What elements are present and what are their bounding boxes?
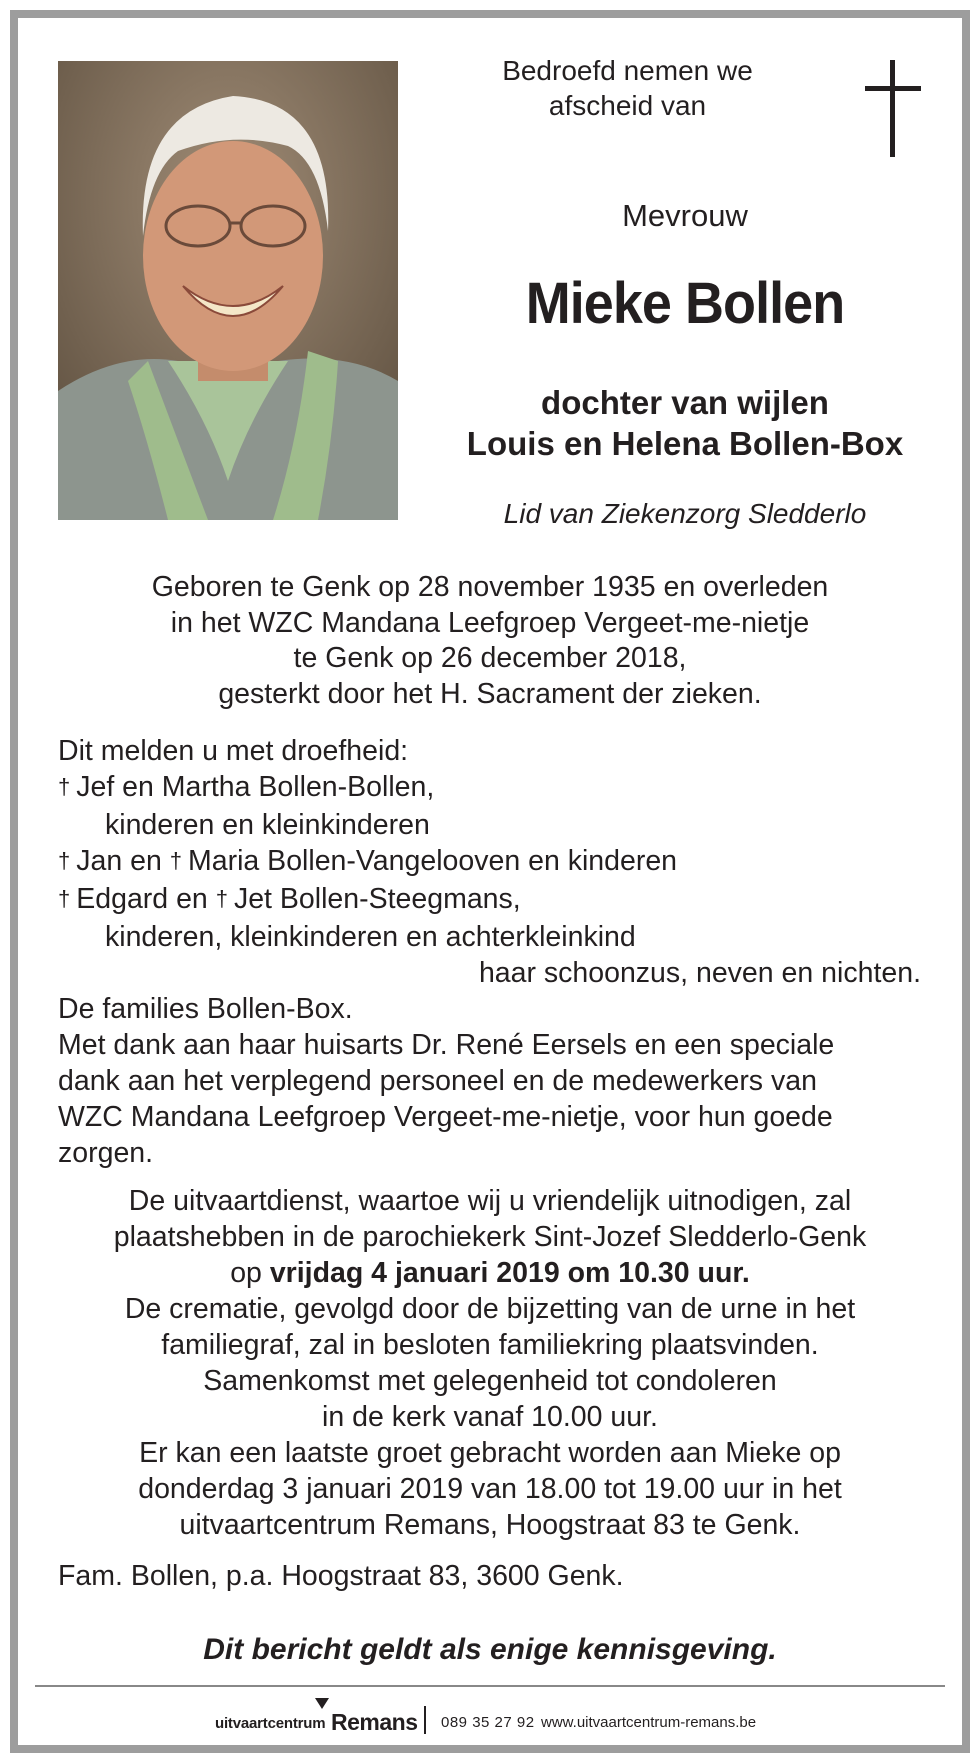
family-text: Jan en [76, 845, 170, 877]
family-line: kinderen en kleinkinderen [105, 809, 430, 841]
details-line: gesterkt door het H. Sacrament der zieken. [218, 677, 762, 710]
intro-line: Bedroefd nemen we [502, 55, 753, 86]
details-line: Geboren te Genk op 28 november 1935 en overleden [151, 571, 829, 603]
intro-text [390, 53, 865, 123]
family-line: De families Bollen-Box. [58, 993, 353, 1025]
service-line: uitvaartcentrum Remans, Hoogstraat 83 te Genk. [179, 1509, 801, 1541]
footer-divider [35, 1685, 945, 1687]
family-announcement [58, 733, 938, 1171]
parents [420, 382, 950, 464]
cross-symbol: † [58, 774, 71, 799]
service-line: De crematie, gevolgd door de bijzetting van de urne in het [124, 1293, 856, 1325]
intro-line: afscheid van [548, 90, 707, 121]
family-line: haar schoonzus, neven en nichten. [478, 957, 921, 989]
service-text: op [230, 1257, 270, 1289]
family-text: Maria Bollen-Vangelooven en kinderen [188, 845, 678, 877]
family-text: Jef en Martha Bollen-Bollen, [76, 771, 435, 803]
service-line: Er kan een laatste groet gebracht worden aan Mieke op [139, 1437, 841, 1469]
portrait-photo [58, 61, 398, 520]
service-line: De uitvaartdienst, waartoe wij u vriendelijk uitnodigen, zal [128, 1185, 852, 1217]
cross-symbol: † [169, 848, 182, 873]
family-address: Fam. Bollen, p.a. Hoogstraat 83, 3600 Genk. [58, 1560, 624, 1592]
service-date: vrijdag 4 januari 2019 om 10.30 uur. [269, 1257, 750, 1289]
service-line: plaatshebben in de parochiekerk Sint-Jozef Sledderlo-Genk [113, 1221, 867, 1253]
cross-icon [863, 60, 923, 160]
thanks-line: WZC Mandana Leefgroep Vergeet-me-nietje, voor hun goede [58, 1101, 833, 1133]
family-line [58, 769, 938, 807]
service-line: donderdag 3 januari 2019 van 18.00 tot 19.00 uur in het [138, 1473, 842, 1505]
details-line: in het WZC Mandana Leefgroep Vergeet-me-nietje [170, 606, 810, 639]
cross-symbol: † [215, 886, 228, 911]
family-text: Edgard en [76, 883, 216, 915]
family-line [58, 843, 938, 881]
brand-name: Remans [331, 1709, 418, 1735]
funeral-home-footer [0, 1700, 980, 1740]
service-line: Samenkomst met gelegenheid tot condoleren [203, 1365, 777, 1397]
family-line [58, 881, 938, 919]
family-line: kinderen, kleinkinderen en achterkleinkind [105, 921, 636, 953]
service-line [40, 1255, 940, 1291]
thanks-line: zorgen. [58, 1137, 154, 1169]
deceased-name: Mieke Bollen [525, 271, 845, 336]
logo-triangle-icon [315, 1698, 329, 1709]
website-link[interactable]: www.uitvaartcentrum-remans.be [541, 1714, 757, 1731]
footer-separator [424, 1706, 426, 1734]
cross-symbol: † [58, 848, 71, 873]
thanks-line: Met dank aan haar huisarts Dr. René Eersels en een speciale [58, 1029, 835, 1061]
details-line: te Genk op 26 december 2018, [293, 642, 687, 674]
service-line: in de kerk vanaf 10.00 uur. [322, 1401, 658, 1433]
salutation: Mevrouw [622, 198, 748, 233]
family-text: Jet Bollen-Steegmans, [233, 883, 521, 915]
family-intro: Dit melden u met droefheid: [58, 735, 409, 767]
cross-symbol: † [58, 886, 71, 911]
parents-line: Louis en Helena Bollen-Box [466, 425, 904, 462]
service-line: familiegraf, zal in besloten familiekring plaatsvinden. [161, 1329, 819, 1361]
membership: Lid van Ziekenzorg Sledderlo [503, 498, 867, 529]
birth-death-details [30, 570, 950, 712]
notice-text: Dit bericht geldt als enige kennisgeving. [203, 1633, 777, 1666]
phone-number: 089 35 27 92 [441, 1714, 535, 1731]
funeral-service-details [40, 1183, 940, 1543]
thanks-line: dank aan het verplegend personeel en de medewerkers van [58, 1065, 817, 1097]
brand-prefix: uitvaartcentrum [215, 1715, 326, 1732]
parents-line: dochter van wijlen [541, 384, 829, 421]
